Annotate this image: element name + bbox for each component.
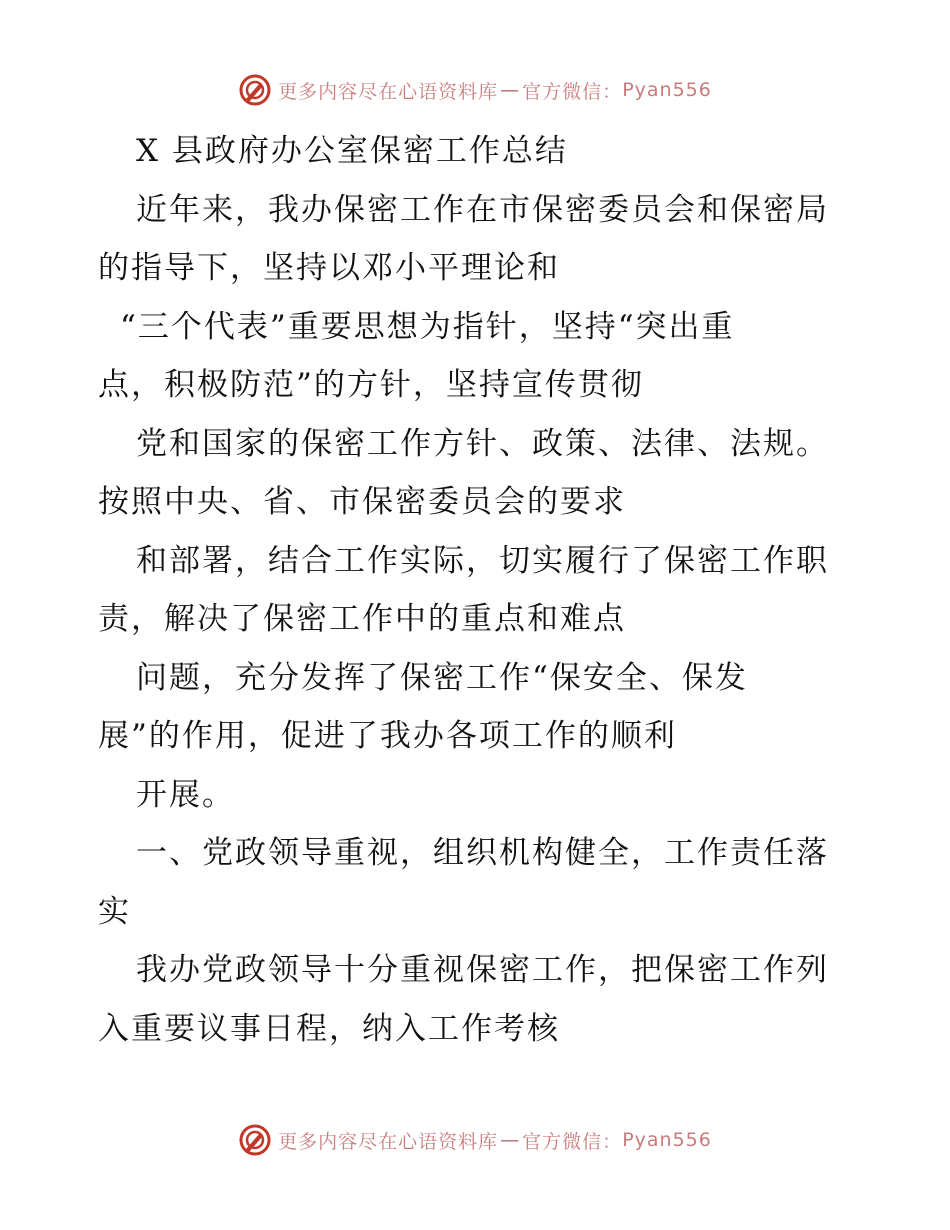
- watermark-separator: —: [500, 1129, 521, 1151]
- footer-watermark: [0, 1120, 950, 1160]
- header-watermark: [0, 70, 950, 110]
- paragraph-line: 党和国家的保密工作方针、政策、法律、法规。: [136, 425, 829, 462]
- watermark-main-text: 更多内容尽在心语资料库: [278, 80, 499, 103]
- section-heading-continued: 实: [98, 893, 131, 930]
- paragraph-line: 入重要议事日程，纳入工作考核: [98, 1010, 560, 1047]
- document-title: X 县政府办公室保密工作总结: [136, 133, 568, 169]
- logo-icon: [238, 1123, 272, 1157]
- watermark-wechat-label: 官方微信：: [522, 1130, 623, 1153]
- paragraph-line: 和部署，结合工作实际，切实履行了保密工作职: [136, 542, 829, 579]
- logo-icon: [238, 73, 272, 107]
- paragraph-line: 点，积极防范”的方针，坚持宣传贯彻: [98, 367, 644, 403]
- paragraph-line: 我办党政领导十分重视保密工作，把保密工作列: [136, 952, 829, 988]
- paragraph-line: “三个代表”重要思想为指针，坚持“突出重: [120, 308, 735, 345]
- watermark-main-text: 更多内容尽在心语资料库: [278, 1130, 499, 1153]
- paragraph-line: 按照中央、省、市保密委员会的要求: [98, 484, 626, 520]
- paragraph-line: 近年来，我办保密工作在市保密委员会和保密局: [136, 191, 829, 228]
- watermark-wechat-id: Pyan556: [622, 1129, 712, 1151]
- watermark-wechat-id: Pyan556: [622, 79, 712, 101]
- section-heading: 一、党政领导重视，组织机构健全，工作责任落: [136, 835, 829, 871]
- paragraph-line: 责，解决了保密工作中的重点和难点: [98, 601, 626, 637]
- paragraph-line: 开展。: [136, 776, 235, 813]
- watermark-separator: —: [500, 79, 521, 101]
- watermark-wechat-label: 官方微信：: [522, 80, 623, 103]
- paragraph-line: 展”的作用，促进了我办各项工作的顺利: [98, 718, 677, 754]
- document-body: [98, 122, 858, 1058]
- paragraph-line: 的指导下，坚持以邓小平理论和: [98, 250, 560, 286]
- paragraph-line: 问题，充分发挥了保密工作“保安全、保发: [136, 659, 748, 696]
